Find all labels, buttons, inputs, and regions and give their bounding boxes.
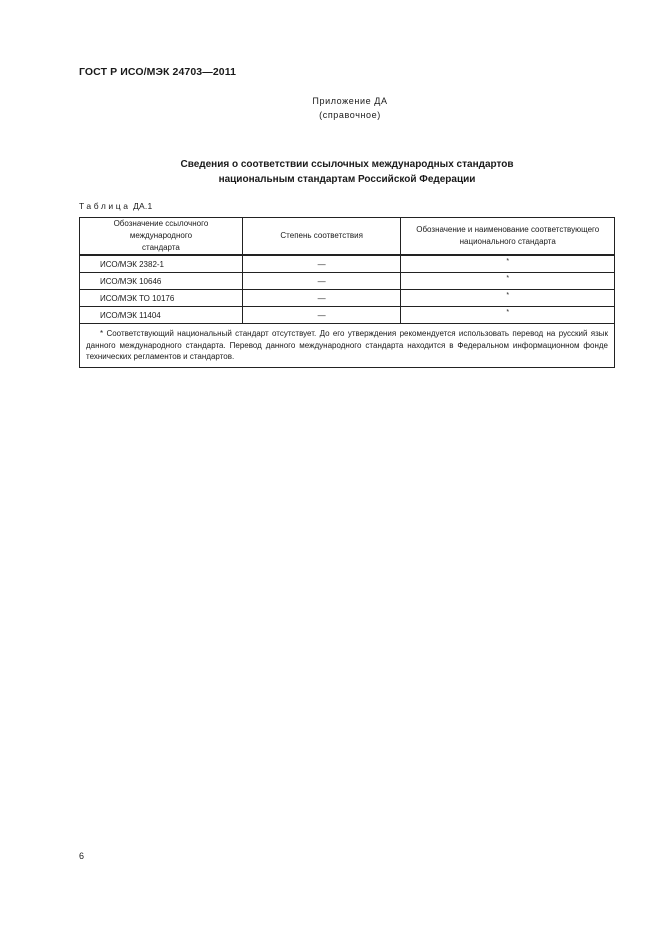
cell-degree: —: [242, 273, 401, 290]
table-row: [80, 255, 615, 273]
cell-national: *: [401, 255, 615, 273]
table-footnote-text: * Соответствующий национальный стандарт отсутствует. До его утверждения рекомендуется использовать перевод на русский язык данного международного стандарта. Перевод данного международного стандарта находится в Федеральном информационном фонде технических регламентов и стандартов.: [86, 329, 608, 361]
header-international-standard-label: Обозначение ссылочного международного стандарта: [113, 219, 209, 252]
cell-degree: —: [242, 307, 401, 324]
section-title-line-1: Сведения о соответствии ссылочных международных стандартов: [180, 159, 514, 170]
table-row: [80, 290, 615, 307]
standards-correspondence-table: [79, 217, 615, 368]
table-row: [80, 307, 615, 324]
cell-degree: —: [242, 290, 401, 307]
document-code: ГОСТ Р ИСО/МЭК 24703—2011: [79, 66, 237, 78]
table-row: [80, 273, 615, 290]
cell-standard-code: ИСО/МЭК ТО 10176: [80, 290, 243, 307]
header-national-standard: [401, 218, 615, 256]
table-header-row: [80, 218, 615, 256]
section-title-line-2: национальным стандартам Российской Федерации: [218, 174, 476, 185]
table-caption-word: Таблица: [79, 201, 131, 211]
cell-national: *: [401, 307, 615, 324]
page-number: 6: [79, 851, 85, 861]
header-international-standard: [80, 218, 243, 256]
annex-subtitle: (справочное): [319, 110, 381, 120]
section-title: [0, 157, 661, 187]
cell-standard-code: ИСО/МЭК 10646: [80, 273, 243, 290]
table-footnote-row: [80, 324, 615, 368]
cell-standard-code: ИСО/МЭК 11404: [80, 307, 243, 324]
table-footnote: [80, 324, 615, 368]
header-national-standard-label: Обозначение и наименование соответствующего национального стандарта: [416, 225, 600, 246]
header-degree: Степень соответствия: [242, 218, 401, 256]
cell-national: *: [401, 290, 615, 307]
cell-degree: —: [242, 255, 401, 273]
cell-national: *: [401, 273, 615, 290]
table-caption-number: ДА.1: [133, 201, 153, 211]
table-caption: [79, 201, 152, 211]
annex-title: Приложение ДА: [312, 96, 388, 106]
cell-standard-code: ИСО/МЭК 2382-1: [80, 255, 243, 273]
